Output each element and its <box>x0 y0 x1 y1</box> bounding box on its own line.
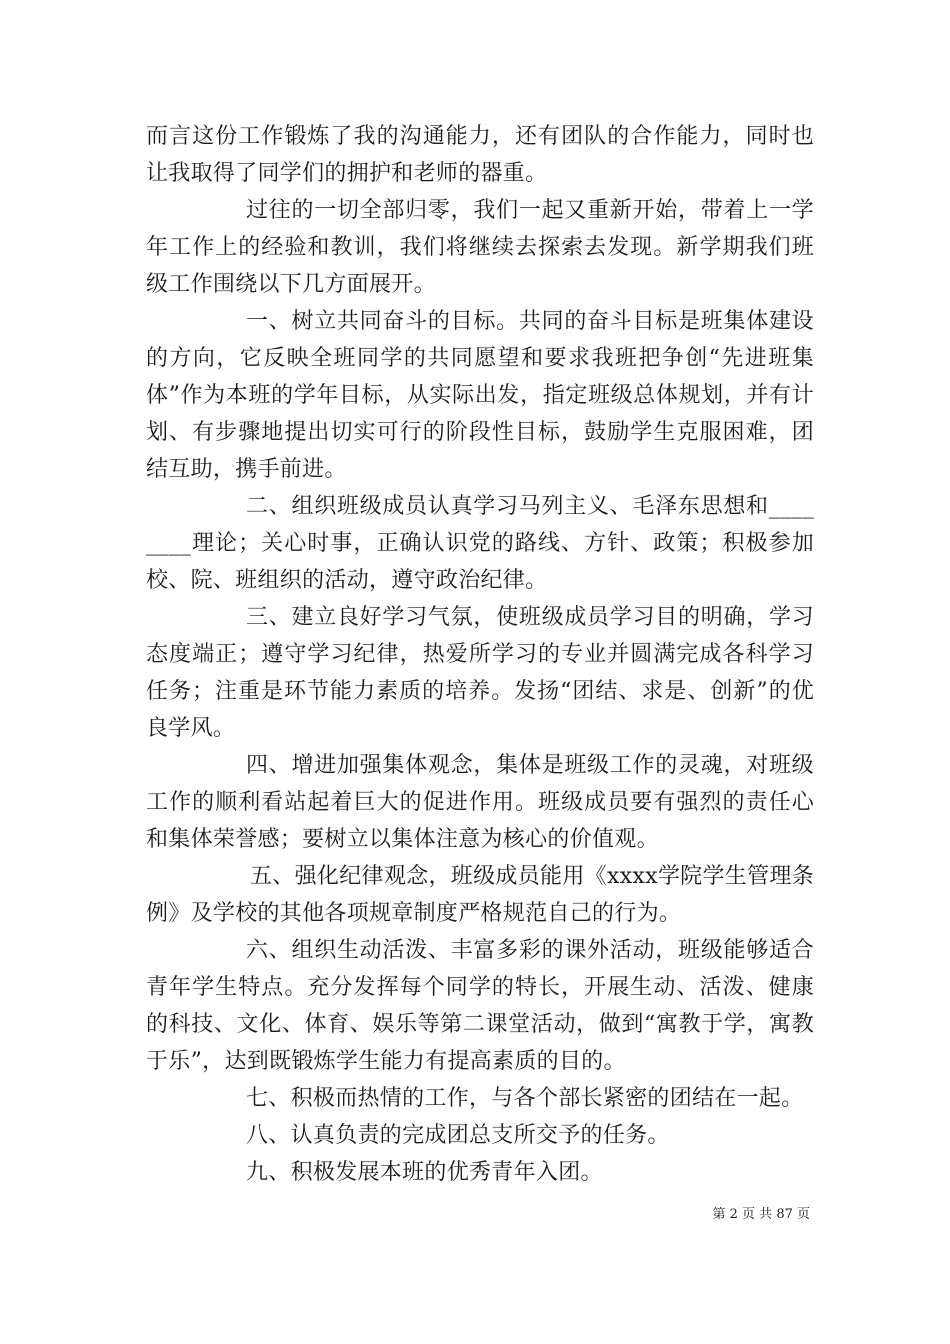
paragraph-item-1: 一、树立共同奋斗的目标。共同的奋斗目标是班集体建设的方向，它反映全班同学的共同愿望和要求我班把争创“先进班集体”作为本班的学年目标，从实际出发，指定班级总体规划，并有计划、有步骤地提出切实可行的阶段性目标，鼓励学生克服困难，团结互助，携手前进。 <box>146 309 814 482</box>
paragraph-item-4: 四、增进加强集体观念，集体是班级工作的灵魂，对班级工作的顺利看站起着巨大的促进作用。班级成员要有强烈的责任心和集体荣誉感；要树立以集体注意为核心的价值观。 <box>146 753 814 852</box>
paragraph-item-8: 八、认真负责的完成团总支所交予的任务。 <box>246 1123 670 1148</box>
document-body <box>146 118 814 1191</box>
paragraph-item-6: 六、组织生动活泼、丰富多彩的课外活动，班级能够适合青年学生特点。充分发挥每个同学的特长，开展生动、活泼、健康的科技、文化、体育、娱乐等第二课堂活动，做到“寓教于学，寓教于乐”，达到既锻炼学生能力有提高素质的目的。 <box>146 938 814 1074</box>
paragraph-item-5: 五、强化纪律观念，班级成员能用《xxxx学院学生管理条例》及学校的其他各项规章制度严格规范自己的行为。 <box>146 864 814 926</box>
paragraph-item-7: 七、积极而热情的工作，与各个部长紧密的团结在一起。 <box>246 1086 804 1111</box>
paragraph-item-9: 九、积极发展本班的优秀青年入团。 <box>246 1160 603 1185</box>
paragraph-continuation: 而言这份工作锻炼了我的沟通能力，还有团队的合作能力，同时也让我取得了同学们的拥护和老师的器重。 <box>146 124 814 186</box>
paragraph-item-3: 三、建立良好学习气氛，使班级成员学习目的明确，学习态度端正；遵守学习纪律，热爱所学习的专业并圆满完成各科学习任务；注重是环节能力素质的培养。发扬“团结、求是、创新”的优良学风。 <box>146 605 814 741</box>
paragraph-item-2: 二、组织班级成员认真学习马列主义、毛泽东思想和________理论；关心时事，正确认识党的路线、方针、政策；积极参加校、院、班组织的活动，遵守政治纪律。 <box>146 494 814 593</box>
paragraph-intro: 过往的一切全部归零，我们一起又重新开始，带着上一学年工作上的经验和教训，我们将继续去探索去发现。新学期我们班级工作围绕以下几方面展开。 <box>146 198 814 297</box>
page-number-footer: 第 2 页 共 87 页 <box>712 1207 810 1222</box>
